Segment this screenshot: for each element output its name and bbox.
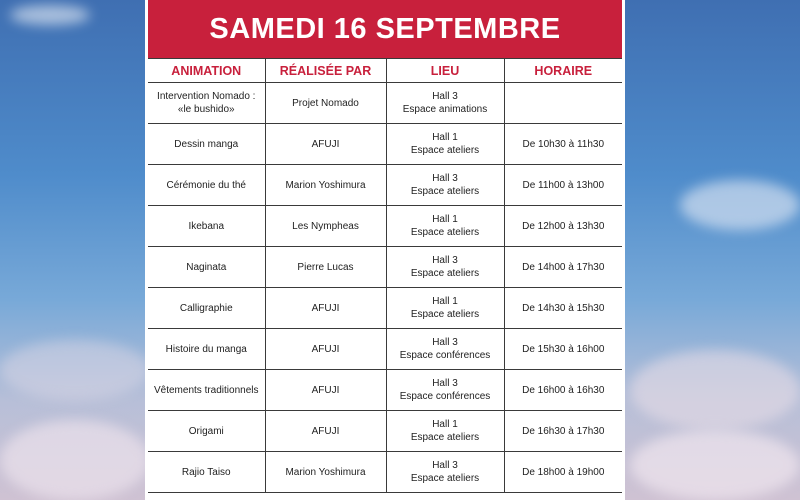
cell-lieu [386,83,504,124]
cell-animation: Cérémonie du thé [148,165,265,206]
cell-realisee-par: AFUJI [265,288,386,329]
lieu-hall: Hall 3 [432,378,458,389]
table-row [148,329,622,370]
cell-lieu [386,329,504,370]
schedule-table [148,58,622,493]
cell-lieu [386,411,504,452]
cell-animation: Origami [148,411,265,452]
lieu-espace: Espace conférences [399,350,491,361]
cell-animation: Ikebana [148,206,265,247]
cell-horaire: De 16h30 à 17h30 [504,411,622,452]
cell-horaire: De 18h00 à 19h00 [504,452,622,493]
sky-cloud [10,5,90,25]
cell-lieu [386,288,504,329]
cell-animation: Vêtements traditionnels [148,370,265,411]
lieu-hall: Hall 3 [432,337,458,348]
table-row [148,370,622,411]
lieu-hall: Hall 1 [432,419,458,430]
lieu-espace: Espace ateliers [410,227,480,238]
cell-lieu [386,452,504,493]
cell-animation: Naginata [148,247,265,288]
cell-animation: Histoire du manga [148,329,265,370]
cell-horaire: De 14h30 à 15h30 [504,288,622,329]
sky-cloud [680,180,800,230]
cell-realisee-par: AFUJI [265,411,386,452]
lieu-hall: Hall 3 [432,173,458,184]
cell-lieu [386,206,504,247]
table-row [148,83,622,124]
header-lieu: LIEU [386,59,504,83]
table-row [148,452,622,493]
header-animation: ANIMATION [148,59,265,83]
table-row [148,124,622,165]
lieu-hall: Hall 3 [432,460,458,471]
day-banner [148,0,622,58]
cell-horaire: De 14h00 à 17h30 [504,247,622,288]
lieu-espace: Espace ateliers [410,186,480,197]
lieu-hall: Hall 1 [432,132,458,143]
cell-realisee-par: Marion Yoshimura [265,452,386,493]
header-horaire: HORAIRE [504,59,622,83]
cell-realisee-par: Projet Nomado [265,83,386,124]
sky-cloud [630,350,800,430]
cell-horaire: De 10h30 à 11h30 [504,124,622,165]
cell-lieu [386,165,504,206]
cell-horaire [504,83,622,124]
cell-animation: Dessin manga [148,124,265,165]
lieu-espace: Espace ateliers [410,432,480,443]
cell-animation: Calligraphie [148,288,265,329]
header-row [148,59,622,83]
sky-cloud [0,340,150,400]
cell-animation: Rajio Taiso [148,452,265,493]
cell-lieu [386,247,504,288]
cell-lieu [386,124,504,165]
header-realisee-par: RÉALISÉE PAR [265,59,386,83]
lieu-espace: Espace ateliers [410,268,480,279]
lieu-espace: Espace ateliers [410,309,480,320]
lieu-hall: Hall 1 [432,296,458,307]
lieu-hall: Hall 1 [432,214,458,225]
lieu-espace: Espace ateliers [410,145,480,156]
table-row [148,411,622,452]
day-title: SAMEDI 16 SEPTEMBRE [209,12,561,45]
sky-cloud [0,420,150,500]
table-row [148,165,622,206]
lieu-hall: Hall 3 [432,91,458,102]
cell-realisee-par: Les Nympheas [265,206,386,247]
cell-realisee-par: Pierre Lucas [265,247,386,288]
cell-realisee-par: AFUJI [265,329,386,370]
table-row [148,247,622,288]
cell-animation: Intervention Nomado : «le bushido» [148,83,265,124]
cell-horaire: De 16h00 à 16h30 [504,370,622,411]
lieu-espace: Espace conférences [399,391,491,402]
cell-realisee-par: AFUJI [265,124,386,165]
schedule-panel [145,0,625,500]
cell-horaire: De 15h30 à 16h00 [504,329,622,370]
cell-realisee-par: Marion Yoshimura [265,165,386,206]
cell-horaire: De 11h00 à 13h00 [504,165,622,206]
cell-lieu [386,370,504,411]
lieu-hall: Hall 3 [432,255,458,266]
lieu-espace: Espace animations [402,104,488,115]
table-row [148,288,622,329]
cell-horaire: De 12h00 à 13h30 [504,206,622,247]
table-row [148,206,622,247]
lieu-espace: Espace ateliers [410,473,480,484]
cell-realisee-par: AFUJI [265,370,386,411]
sky-cloud [630,430,800,500]
